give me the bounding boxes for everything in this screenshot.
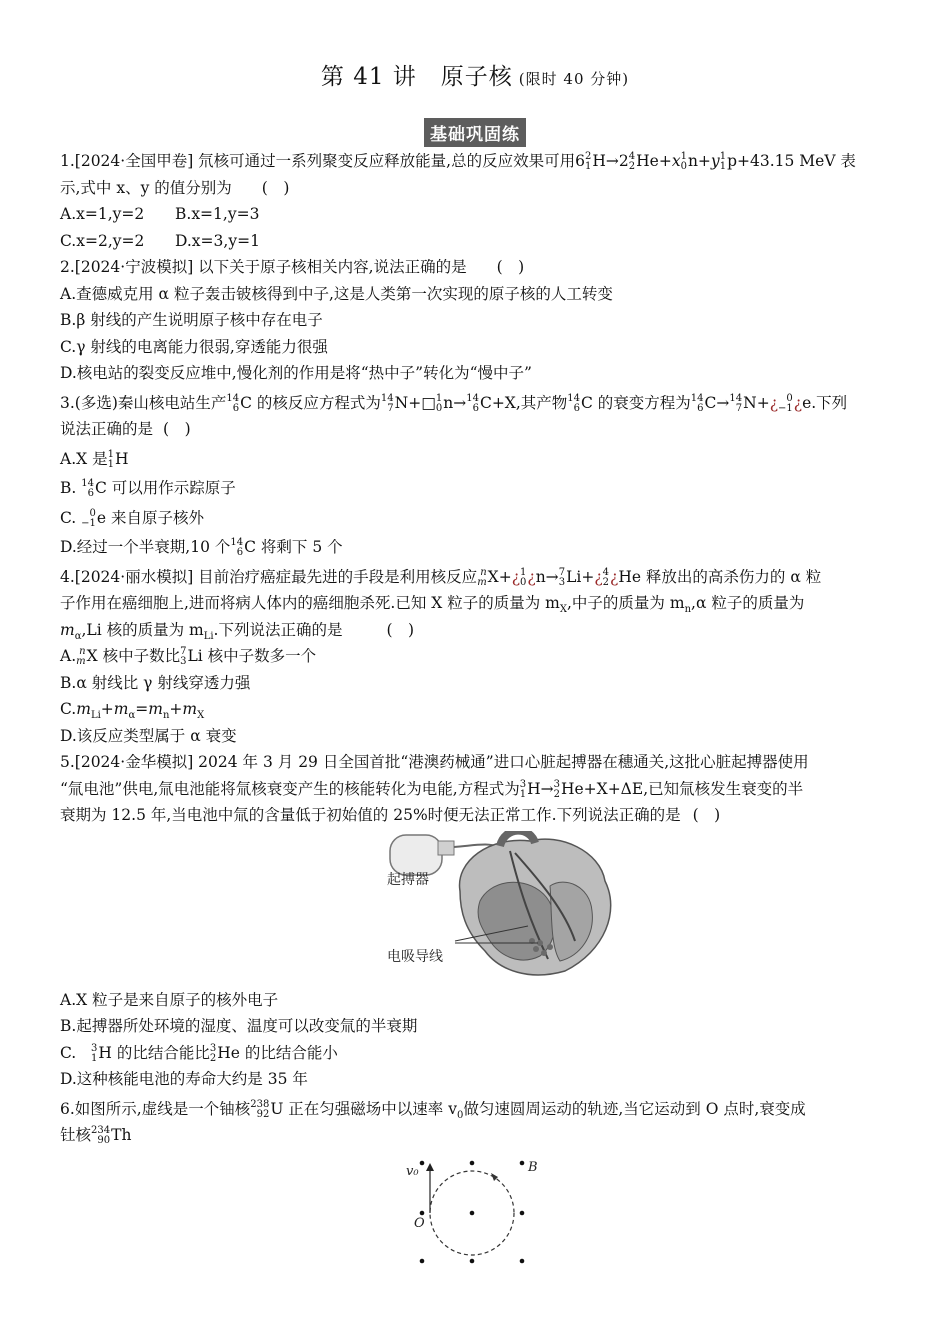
pacemaker-device-icon: [390, 835, 442, 875]
pacemaker-figure: [60, 831, 895, 981]
question-1-stem-cont: 示,式中 x、y 的值分别为 ( ): [60, 178, 290, 197]
b-field-label: B: [528, 1159, 538, 1175]
q3-option-b[interactable]: B. 14 6 C 可以用作示踪原子: [60, 478, 236, 499]
section-banner: [0, 118, 950, 147]
point-o-label: O: [414, 1215, 425, 1231]
question-6-stem: 6.如图所示,虚线是一个铀核 238 92 U 正在匀强磁场中以速率 $v_0$做匀速圆周运动的轨迹,当它运动到 O 点时,衰变成: [60, 1098, 806, 1121]
question-1-options-ab: [60, 201, 895, 228]
question-5-stem: 5.[2024·金华模拟] 2024 年 3 月 29 日全国首批“港澳药械通”进口心脏起搏器在穗通关,这批心脏起搏器使用: [60, 753, 809, 771]
q3-option-c[interactable]: C. 0 −1 e 来自原子核外: [60, 507, 205, 529]
q1-option-b[interactable]: B.x=1,y=3: [175, 205, 260, 223]
q2-option-b[interactable]: B.β 射线的产生说明原子核中存在电子: [60, 311, 323, 329]
q2-option-d[interactable]: D.核电站的裂变反应堆中,慢化剂的作用是将“热中子”转化为“慢中子”: [60, 364, 532, 382]
q3-option-a[interactable]: A.X 是 1 1 H: [60, 448, 129, 470]
q1-option-a[interactable]: A.x=1,y=2: [60, 205, 145, 223]
question-4-stem-cont2: $m_\alpha,Li$ 核的质量为 $m_{Li}$.下列说法正确的是 ( ): [60, 620, 415, 642]
question-6-stem-cont: 钍核 234 90 Th: [60, 1125, 132, 1146]
q5-option-b[interactable]: B.起搏器所处环境的湿度、温度可以改变氚的半衰期: [60, 1017, 418, 1035]
q3-option-d[interactable]: D.经过一个半衰期,10 个 14 6 C 将剩下 5 个: [60, 537, 343, 558]
q1-option-c[interactable]: C.x=2,y=2: [60, 231, 145, 250]
question-1-stem: 1.[2024·全国甲卷] 氘核可通过一系列聚变反应释放能量,总的反应效果可用6 2 1 H→2 4 2 He+x 1 0 n+y 1 1 p+43.15 MeV 表: [60, 151, 856, 172]
q2-option-c[interactable]: C.γ 射线的电离能力很弱,穿透能力很强: [60, 337, 328, 356]
question-list: [60, 148, 895, 1273]
question-5-stem-cont: “氚电池”供电,氚电池能将氚核衰变产生的核能转化为电能,方程式为 3 1 H→ 3 2 He+X+ΔE,已知氚核发生衰变的半: [60, 778, 804, 800]
question-5-stem-cont2: 衰期为 12.5 年,当电池中氚的含量低于初始值的 25%时便无法正常工作.下列说法正确的是 ( ): [60, 806, 721, 824]
question-4-stem-cont: 子作用在癌细胞上,进而将病人体内的癌细胞杀死.已知 X 粒子的质量为 $m_X$,中子的质量为 $m_n,\alpha$ 粒子的质量为: [60, 594, 805, 616]
v0-label: v₀: [406, 1163, 419, 1179]
q4-option-a[interactable]: A. n m X 核中子数比 7 3 Li 核中子数多一个: [60, 646, 317, 667]
question-2-stem: 2.[2024·宁波模拟] 以下关于原子核相关内容,说法正确的是 ( ): [60, 258, 525, 276]
question-4-stem: 4.[2024·丽水模拟] 目前治疗癌症最先进的手段是利用核反应 n m X+¿ 1 0 ¿n→ 7 3 Li+¿ 4 2 ¿He 释放出的高杀伤力的 α 粒: [60, 566, 822, 588]
q5-option-d[interactable]: D.这种核能电池的寿命大约是 35 年: [60, 1070, 308, 1088]
lead-wire-label: 电吸导线: [387, 948, 443, 965]
pacemaker-label: 起搏器: [387, 871, 429, 888]
q2-option-a[interactable]: A.查德威克用 α 粒子轰击铍核得到中子,这是人类第一次实现的原子核的人工转变: [60, 284, 613, 303]
time-limit: (限时 40 分钟): [518, 70, 630, 88]
q4-option-b[interactable]: B.α 射线比 γ 射线穿透力强: [60, 673, 251, 692]
circular-orbit-diagram: [60, 1153, 895, 1273]
question-3-stem-cont: 说法正确的是 ( ): [60, 420, 191, 438]
q4-option-d[interactable]: D.该反应类型属于 α 衰变: [60, 726, 237, 745]
magnetic-field-figure: [60, 1153, 895, 1273]
question-3-stem: 3.(多选)秦山核电站生产 14 6 C 的核反应方程式为 14 7 N+□ 1 0 n→ 14 6 C+X,其产物 14 6 C 的衰变方程为 14 6 C→ 14 7 N+¿ 0 −1 ¿e.下列: [60, 392, 848, 414]
q1-option-d[interactable]: D.x=3,y=1: [175, 231, 260, 250]
q5-option-a[interactable]: A.X 粒子是来自原子的核外电子: [60, 990, 279, 1009]
page-title: [0, 58, 950, 91]
question-1-options-cd: [60, 228, 895, 255]
pacemaker-heart-illustration: [60, 831, 895, 981]
q4-option-c[interactable]: $C.m_{Li}+m_\alpha=m_n+m_X$: [60, 700, 205, 722]
q5-option-c[interactable]: C. 3 1 H 的比结合能比 3 2 He 的比结合能小: [60, 1042, 338, 1064]
section-badge: 基础巩固练: [424, 118, 526, 147]
lecture-title: 第 41 讲 原子核: [320, 64, 513, 90]
field-dots: [420, 1160, 525, 1263]
